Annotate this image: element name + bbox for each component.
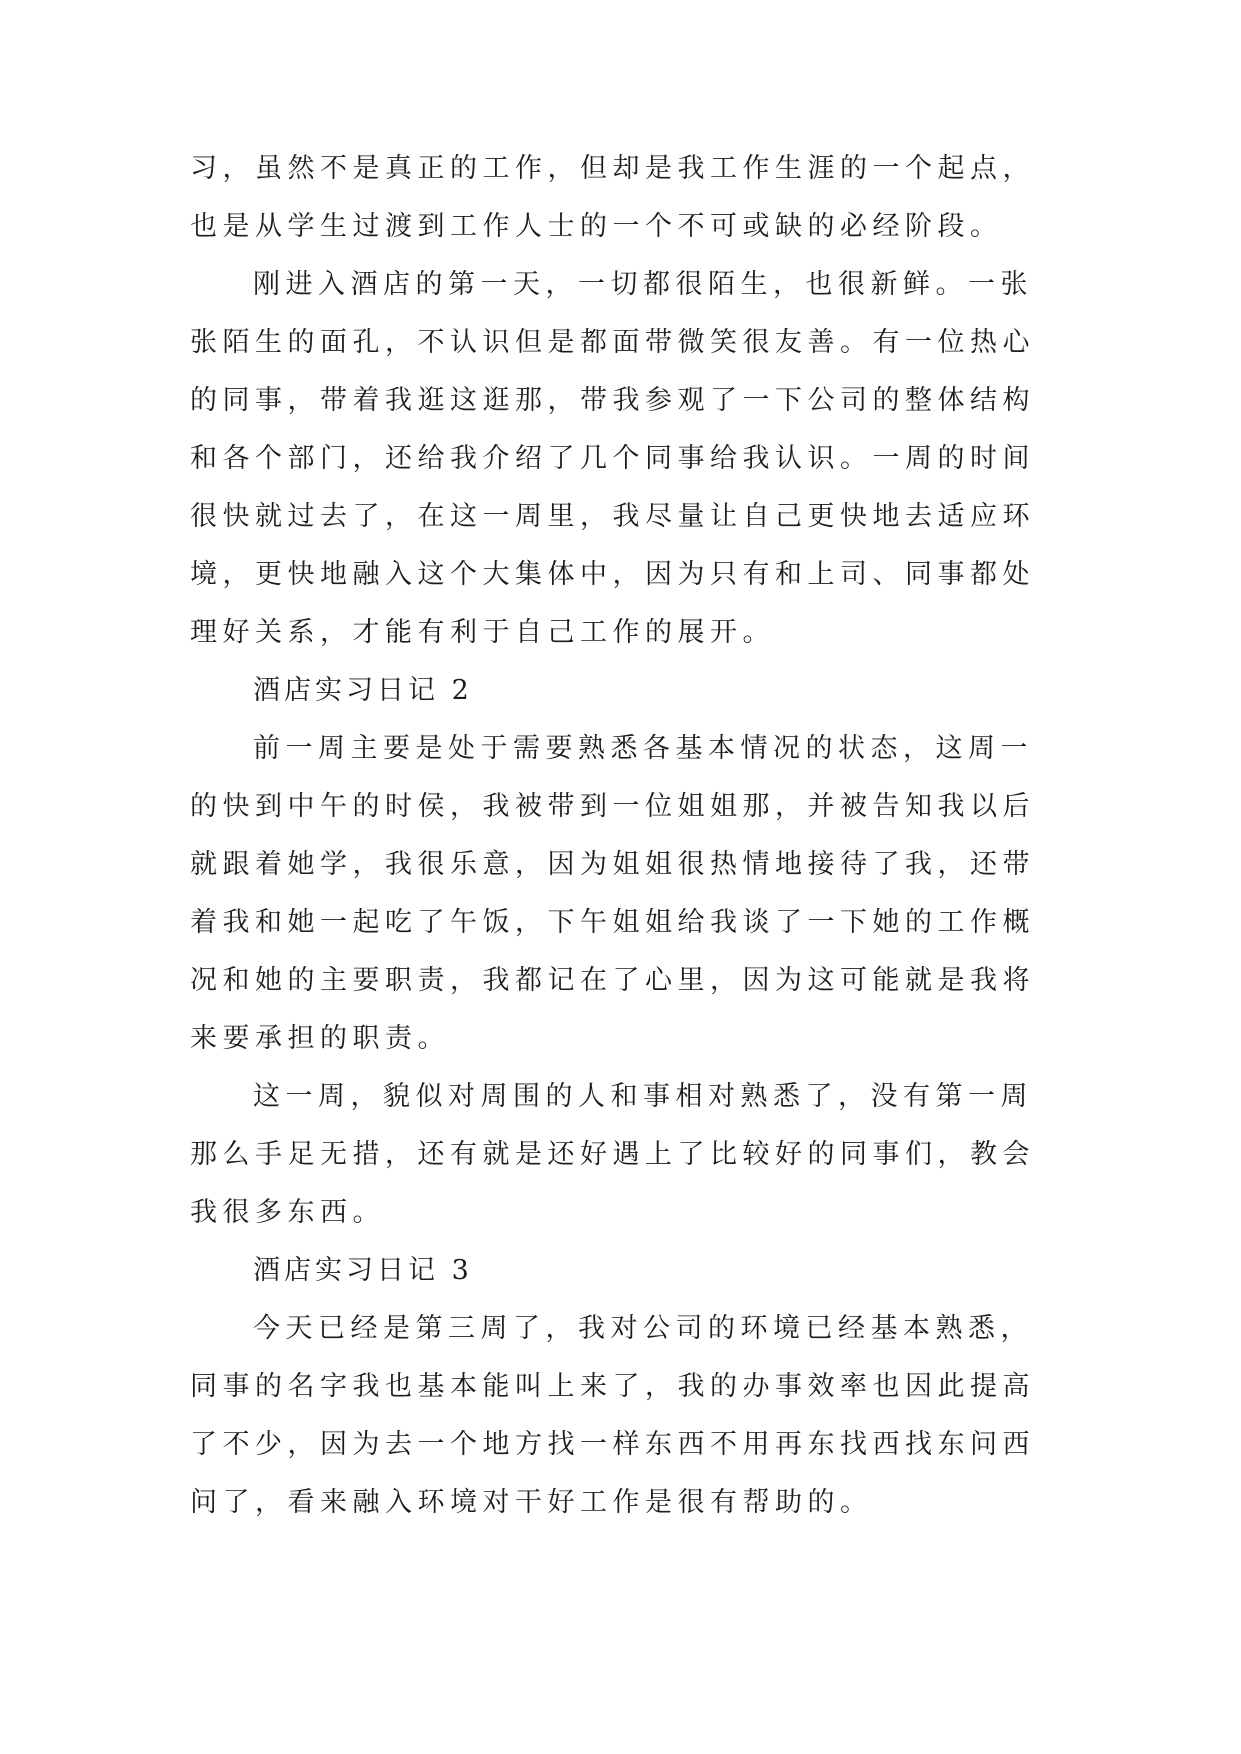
text-line: 也是从学生过渡到工作人士的一个不可或缺的必经阶段。 [190,211,1003,242]
paragraph-first-line: 这一周，貌似对周围的人和事相对熟悉了，没有第一周 [253,1081,1033,1112]
paragraph-first-line: 刚进入酒店的第一天，一切都很陌生，也很新鲜。一张 [253,269,1033,300]
text-line: 同事的名字我也基本能叫上来了，我的办事效率也因此提高 [190,1371,1035,1402]
text-line: 境，更快地融入这个大集体中，因为只有和上司、同事都处 [190,559,1035,590]
text-line: 很快就过去了，在这一周里，我尽量让自己更快地去适应环 [190,501,1035,532]
text-line: 就跟着她学，我很乐意，因为姐姐很热情地接待了我，还带 [190,849,1035,880]
text-line: 了不少，因为去一个地方找一样东西不用再东找西找东问西 [190,1429,1035,1460]
text-line: 张陌生的面孔，不认识但是都面带微笑很友善。有一位热心 [190,327,1035,358]
text-line: 那么手足无措，还有就是还好遇上了比较好的同事们，教会 [190,1139,1035,1170]
text-line: 习，虽然不是真正的工作，但却是我工作生涯的一个起点， [190,153,1035,184]
section-heading: 酒店实习日记 3 [253,1255,473,1286]
text-line: 问了，看来融入环境对干好工作是很有帮助的。 [190,1487,873,1518]
text-line: 我很多东西。 [190,1197,385,1228]
paragraph-first-line: 前一周主要是处于需要熟悉各基本情况的状态，这周一 [253,733,1033,764]
paragraph-first-line: 今天已经是第三周了，我对公司的环境已经基本熟悉， [253,1313,1033,1344]
text-line: 的快到中午的时侯，我被带到一位姐姐那，并被告知我以后 [190,791,1035,822]
text-line: 来要承担的职责。 [190,1023,450,1054]
section-heading: 酒店实习日记 2 [253,675,473,706]
text-line: 和各个部门，还给我介绍了几个同事给我认识。一周的时间 [190,443,1035,474]
text-line: 的同事，带着我逛这逛那，带我参观了一下公司的整体结构 [190,385,1035,416]
text-line: 理好关系，才能有利于自己工作的展开。 [190,617,775,648]
text-line: 着我和她一起吃了午饭，下午姐姐给我谈了一下她的工作概 [190,907,1035,938]
text-line: 况和她的主要职责，我都记在了心里，因为这可能就是我将 [190,965,1035,996]
